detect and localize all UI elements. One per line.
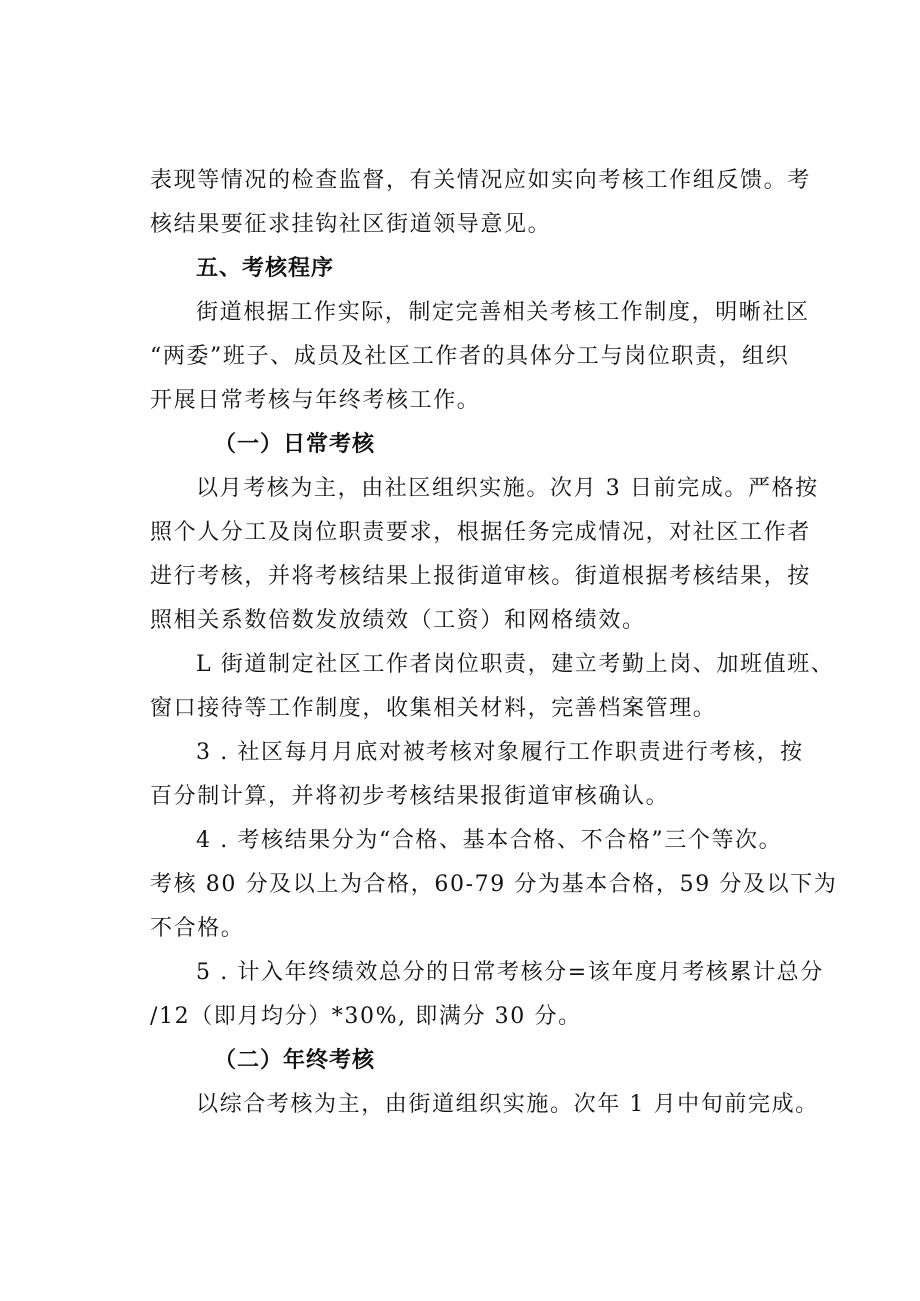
paragraph-line: 不合格。 (150, 916, 245, 941)
paragraph-line: 3 . 社区每月月底对被考核对象履行工作职责进行考核，按 (196, 740, 804, 765)
paragraph-line: 以月考核为主，由社区组织实施。次月 3 日前完成。严格按 (196, 476, 819, 501)
paragraph-line: 核结果要征求挂钩社区街道领导意见。 (150, 212, 552, 237)
paragraph-line: 百分制计算，并将初步考核结果报街道审核确认。 (150, 784, 670, 809)
paragraph-line: /12（即月均分）*30%, 即满分 30 分。 (150, 1004, 582, 1029)
paragraph-line: 表现等情况的检查监督，有关情况应如实向考核工作组反馈。考 (150, 168, 811, 193)
paragraph-line: 5 . 计入年终绩效总分的日常考核分=该年度月考核累计总分 (196, 960, 824, 985)
paragraph-line: 考核 80 分及以上为合格，60-79 分为基本合格，59 分及以下为 (150, 872, 838, 897)
paragraph-line: 窗口接待等工作制度，收集相关材料，完善档案管理。 (150, 696, 717, 721)
paragraph-line: 4 . 考核结果分为“合格、基本合格、不合格”三个等次。 (196, 828, 783, 853)
paragraph-line: “两委”班子、成员及社区工作者的具体分工与岗位职责，组织 (150, 344, 790, 369)
paragraph-line: 街道根据工作实际，制定完善相关考核工作制度，明晰社区 (196, 300, 810, 325)
paragraph-line: L 街道制定社区工作者岗位职责，建立考勤上岗、加班值班、 (196, 652, 835, 677)
paragraph-line: 以综合考核为主，由街道组织实施。次年 1 月中旬前完成。 (196, 1092, 819, 1117)
subsection-heading: （一）日常考核 (214, 432, 376, 457)
paragraph-line: 照个人分工及岗位职责要求，根据任务完成情况，对社区工作者 (150, 520, 811, 545)
paragraph-line: 进行考核，并将考核结果上报街道审核。街道根据考核结果，按 (150, 564, 811, 589)
section-heading: 五、考核程序 (196, 256, 335, 281)
paragraph-line: 照相关系数倍数发放绩效（工资）和网格绩效。 (150, 608, 646, 633)
paragraph-line: 开展日常考核与年终考核工作。 (150, 388, 481, 413)
subsection-heading: （二）年终考核 (214, 1048, 376, 1073)
